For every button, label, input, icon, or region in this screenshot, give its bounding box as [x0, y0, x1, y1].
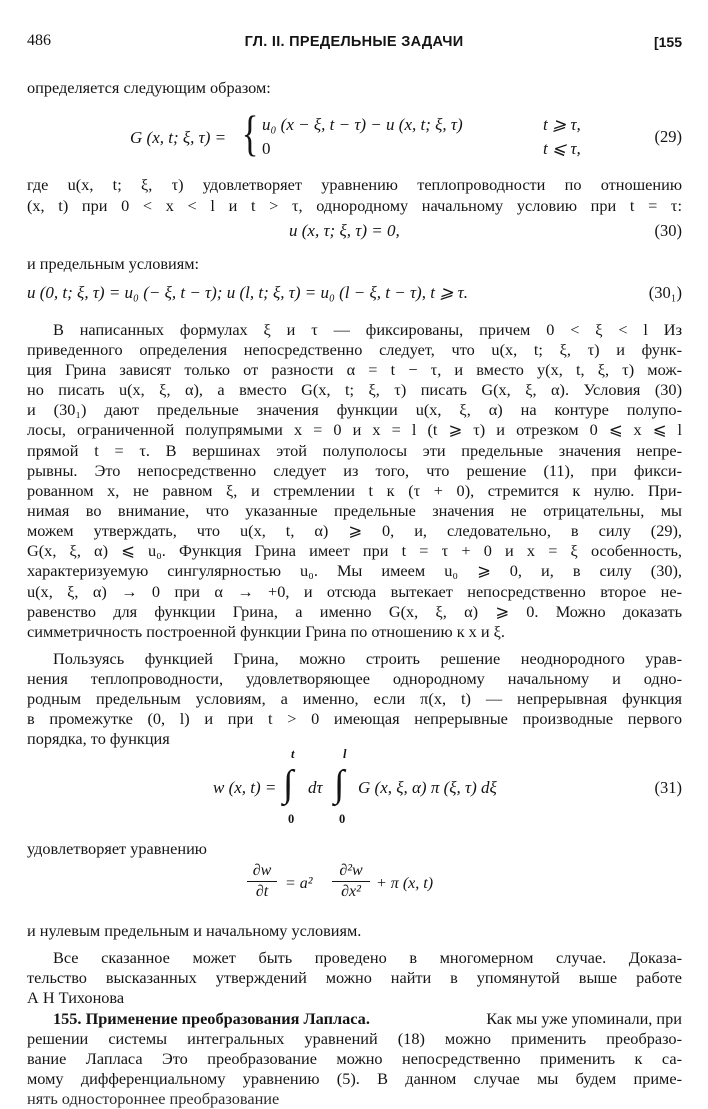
p3-line-4: в промежутке (0, l) и при t > 0 имеющая непрерывные производные первого [27, 709, 682, 728]
eq29-case1-expr: u₀ (x − ξ, t − τ) − u (x, t; ξ, τ) [262, 115, 463, 134]
eq29-case2-cond: t ⩽ τ, [543, 139, 581, 158]
p3-line-5: порядка, то функция [27, 729, 170, 748]
zero-conditions-line: и нулевым предельным и начальному условиям. [27, 921, 362, 940]
eq29-case1-cond: t ⩾ τ, [543, 115, 581, 134]
p2-line-9: рованном x, не равном ξ, и стремлении t к (τ + 0), стремится к нулю. При- [27, 481, 682, 500]
p2-line-16: симметричность построенной функции Грина по отношению к x и ξ. [27, 622, 505, 641]
section-155-line-2: решении системы интегральных уравнений (18) можно применить преобразо- [27, 1029, 682, 1048]
section-155-first-rest: Как мы уже упоминали, при [486, 1009, 682, 1028]
boundary-intro: и предельным условиям: [27, 254, 200, 273]
p1-line-2: (x, t) при 0 < x < l и t > τ, однородному начальному условию при t = τ: [27, 196, 682, 215]
pde-eq-coef: = a² [285, 875, 313, 892]
eq29-lhs: G (x, t; ξ, τ) = [130, 128, 227, 147]
pde-rhs-num: ∂²w [332, 862, 370, 882]
p3-line-1: Пользуясь функцией Грина, можно строить решение неоднородного урав- [53, 649, 682, 668]
p2-line-10: нимая во внимание, что указанные предельные значения не отрицательны, мы [27, 501, 682, 520]
p2-line-14: u(x, ξ, α) → 0 при α → +0, и отсюда вытекает непосредственно второе не- [27, 582, 682, 601]
p2-line-6: лосы, ограниченной полупрямыми x = 0 и x = l (t ⩾ τ) и отрезком 0 ⩽ x ⩽ l [27, 420, 682, 439]
p2-line-1: В написанных формулах ξ и τ — фиксированы, причем 0 < ξ < l Из [53, 320, 682, 339]
p2-line-7: прямой t = τ. В вершинах этой полуполосы эти предельные значения непре- [27, 441, 682, 460]
eq29-brace: { [241, 105, 259, 161]
eq29-case2-expr: 0 [262, 139, 271, 158]
pde-lhs-num: ∂w [247, 862, 277, 882]
p3-line-3: родным предельным условиям, а именно, если π(x, t) — непрерывная функция [27, 689, 682, 708]
p4-line-2: тельство высказанных утверждений можно найти в упомянутой выше работе [27, 968, 682, 987]
p2-line-13: характеризуемую сингулярностью u₀. Мы имеем u₀ ⩾ 0, и, в силу (30), [27, 561, 682, 580]
eq31-number: (31) [654, 778, 682, 797]
p2-line-4: но писать u(x, ξ, α), а вместо G(x, t; ξ, τ) писать G(x, ξ, α). Условия (30) [27, 380, 682, 399]
section-155-first-line [27, 1008, 682, 1029]
section-155-line-3: вание Лапласа Это преобразование можно непосредственно применить к са- [27, 1049, 682, 1068]
intro-line: определяется следующим образом: [27, 78, 271, 97]
eq30-expr: u (x, τ; ξ, τ) = 0, [289, 221, 400, 240]
p4-line-3: А Н Тихонова [27, 988, 125, 1007]
section-155-heading: 155. Применение преобразования Лапласа. [53, 1009, 370, 1028]
p3-line-2: нения теплопроводности, удовлетворяющее однородному начальному и одно- [27, 669, 682, 688]
eq31-integrand: G (x, ξ, α) π (ξ, τ) dξ [358, 778, 497, 797]
section-155-line-4: мому дифференциальному уравнению (5). В данном случае мы будем приме- [27, 1069, 682, 1088]
chapter-title: ГЛ. II. ПРЕДЕЛЬНЫЕ ЗАДАЧИ [244, 34, 464, 50]
eq31-int1-lower: 0 [288, 812, 295, 826]
eq30-1-expr: u (0, t; ξ, τ) = u₀ (− ξ, t − τ); u (l, t; ξ, τ) = u₀ (l − ξ, t − τ), t ⩾ τ. [27, 283, 469, 302]
p2-line-2: приведенного определения непосредственно следует, что u(x, t; ξ, τ) и функ- [27, 340, 682, 359]
p2-line-5: и (30₁) дают предельные значения функции u(x, ξ, α) на контуре полупо- [27, 400, 682, 419]
pde-rhs-den: ∂x² [341, 883, 361, 900]
eq31-integral-2: ∫ [334, 763, 345, 805]
eq31-lhs: w (x, t) = [213, 778, 277, 797]
eq30-number: (30) [654, 221, 682, 240]
p2-line-12: G(x, ξ, α) ⩽ u₀. Функция Грина имеет при t = τ + 0 и x = ξ особенность, [27, 541, 682, 560]
eq31-int2-lower: 0 [339, 812, 346, 826]
eq30-1-number: (30₁) [648, 283, 682, 302]
satisfies-line: удовлетворяет уравнению [27, 839, 207, 858]
p2-line-3: ция Грина зависят только от разности α = t − τ, и вместо y(x, t, ξ, τ) мож- [27, 360, 682, 379]
p2-line-15: равенство для функции Грина, а именно G(x, ξ, α) ⩾ 0. Можно доказать [27, 602, 682, 621]
p2-line-8: рывны. Это непосредственно следует из того, что решение (11), при фикси- [27, 461, 682, 480]
eq31-dtau: dτ [308, 778, 323, 797]
p2-line-11: можем утверждать, что u(x, t, α) ⩾ 0, и, следовательно, в силу (29), [27, 521, 682, 540]
pde-lhs-fraction [247, 862, 277, 901]
eq29-number: (29) [654, 127, 682, 146]
pde-rest: + π (x, t) [376, 875, 434, 892]
p1-line-1: где u(x, t; ξ, τ) удовлетворяет уравнению теплопроводности по отношению [27, 175, 682, 194]
eq31-int1-upper: t [291, 747, 295, 761]
p4-line-1: Все сказанное может быть проведено в многомерном случае. Доказа- [53, 948, 682, 967]
section-155-line-5: нять одностороннее преобразование [27, 1089, 280, 1108]
page-number: 486 [27, 32, 51, 49]
eq31-int2-upper: l [343, 747, 347, 761]
section-marker: [155 [653, 34, 682, 50]
pde-rhs-fraction [332, 862, 370, 901]
pde-lhs-den: ∂t [255, 883, 269, 900]
eq31-integral-1: ∫ [283, 763, 294, 805]
